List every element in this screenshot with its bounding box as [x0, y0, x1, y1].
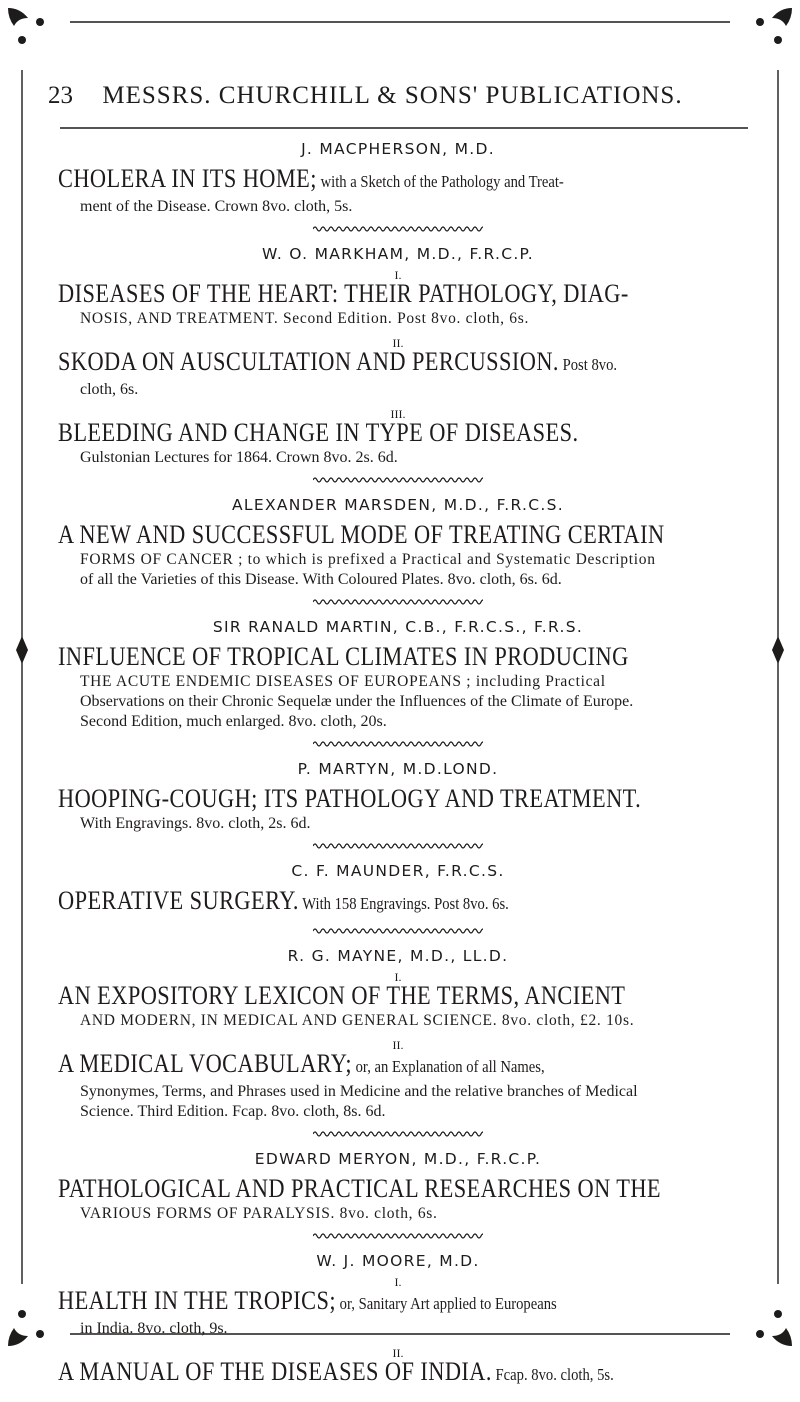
book-description-line: THE ACUTE ENDEMIC DISEASES OF EUROPEANS ; including Practical: [80, 673, 606, 690]
book-listing: [58, 886, 738, 919]
book-listing: [58, 1174, 738, 1224]
book-description-line: FORMS OF CANCER ; to which is prefixed a Practical and Systematic Description: [80, 551, 656, 568]
book-listing: [58, 1049, 738, 1122]
book-title-main: A MEDICAL VOCABULARY;: [58, 1049, 352, 1078]
book-title-main: A MANUAL OF THE DISEASES OF INDIA.: [58, 1357, 492, 1386]
wavy-divider: [313, 842, 483, 850]
book-listing: [58, 981, 738, 1031]
book-title: [58, 981, 736, 1011]
book-title: [58, 886, 736, 919]
book-title-main: BLEEDING AND CHANGE IN TYPE OF DISEASES.: [58, 418, 579, 447]
book-number: I.: [394, 1275, 402, 1289]
author-entry: [58, 862, 738, 935]
book-title-tail: Post 8vo.: [558, 355, 618, 374]
book-title: [58, 279, 736, 309]
book-title-tail: Fcap. 8vo. cloth, 5s.: [491, 1365, 614, 1384]
book-description-line: of all the Varieties of this Disease. With Coloured Plates. 8vo. cloth, 6s. 6d.: [80, 571, 562, 588]
book-number: I.: [394, 268, 402, 282]
book-title-main: HEALTH IN THE TROPICS;: [58, 1286, 337, 1315]
book-listing: [58, 520, 738, 590]
book-title: [58, 1174, 736, 1204]
wavy-divider: [313, 598, 483, 606]
book-listing: [58, 784, 738, 834]
wavy-divider: [313, 927, 483, 935]
author-entry: [58, 618, 738, 748]
book-listing: [58, 347, 738, 400]
book-title-tail: or, an Explanation of all Names,: [351, 1057, 545, 1076]
author-entry: [58, 140, 738, 233]
book-title-main: AN EXPOSITORY LEXICON OF THE TERMS, ANCIENT: [58, 981, 626, 1010]
publication-list: [58, 140, 738, 1402]
book-description-line: VARIOUS FORMS OF PARALYSIS. 8vo. cloth, 6s.: [80, 1205, 438, 1222]
book-title-main: OPERATIVE SURGERY.: [58, 886, 299, 915]
author-entry: [58, 1252, 738, 1390]
book-listing: [58, 418, 738, 468]
author-name: C. F. MAUNDER, F.R.C.S.: [291, 862, 505, 880]
book-title-main: HOOPING-COUGH; ITS PATHOLOGY AND TREATMENT.: [58, 784, 642, 813]
book-listing: [58, 279, 738, 329]
book-title: [58, 164, 736, 197]
book-description-line: ment of the Disease. Crown 8vo. cloth, 5s.: [80, 198, 353, 215]
book-title-tail: with a Sketch of the Pathology and Treat-: [316, 172, 564, 191]
author-name: J. MACPHERSON, M.D.: [301, 140, 495, 158]
book-title: [58, 1049, 736, 1082]
author-entry: [58, 760, 738, 850]
book-title-tail: or, Sanitary Art applied to Europeans: [336, 1294, 557, 1313]
wavy-divider: [313, 1130, 483, 1138]
book-description-line: With Engravings. 8vo. cloth, 2s. 6d.: [80, 815, 311, 832]
wavy-divider: [313, 225, 483, 233]
book-number: II.: [392, 1038, 404, 1052]
book-description-line: Science. Third Edition. Fcap. 8vo. cloth, 8s. 6d.: [80, 1103, 386, 1120]
book-listing: [58, 642, 738, 732]
book-title: [58, 418, 736, 448]
page-header: [48, 82, 752, 110]
author-name: ALEXANDER MARSDEN, M.D., F.R.C.S.: [232, 496, 564, 514]
author-name: W. J. MOORE, M.D.: [316, 1252, 480, 1270]
book-description-line: Synonymes, Terms, and Phrases used in Medicine and the relative branches of Medical: [80, 1083, 638, 1100]
book-title: [58, 784, 736, 814]
book-description-line: Observations on their Chronic Sequelæ under the Influences of the Climate of Europe.: [80, 693, 634, 710]
wavy-divider: [313, 476, 483, 484]
book-description-line: AND MODERN, IN MEDICAL AND GENERAL SCIENCE. 8vo. cloth, £2. 10s.: [80, 1012, 635, 1029]
book-title: [58, 347, 736, 380]
book-title-main: INFLUENCE OF TROPICAL CLIMATES IN PRODUCING: [58, 642, 629, 671]
book-title-main: A NEW AND SUCCESSFUL MODE OF TREATING CERTAIN: [58, 520, 665, 549]
book-listing: [58, 1357, 738, 1390]
author-name: SIR RANALD MARTIN, C.B., F.R.C.S., F.R.S.: [212, 618, 584, 636]
author-name: P. MARTYN, M.D.LOND.: [297, 760, 499, 778]
book-title-tail: With 158 Engravings. Post 8vo. 6s.: [298, 894, 509, 913]
book-number: II.: [392, 336, 404, 350]
page-number: 23: [48, 82, 73, 109]
author-name: W. O. MARKHAM, M.D., F.R.C.P.: [261, 245, 535, 263]
book-description-line: Gulstonian Lectures for 1864. Crown 8vo. 2s. 6d.: [80, 449, 398, 466]
book-description-line: cloth, 6s.: [80, 381, 139, 398]
book-number: II.: [392, 1346, 404, 1360]
book-title-main: PATHOLOGICAL AND PRACTICAL RESEARCHES ON THE: [58, 1174, 662, 1203]
book-title: [58, 642, 736, 672]
author-entry: [58, 1150, 738, 1240]
book-description-line: Second Edition, much enlarged. 8vo. cloth, 20s.: [80, 713, 387, 730]
author-name: R. G. MAYNE, M.D., LL.D.: [287, 947, 509, 965]
wavy-divider: [313, 740, 483, 748]
book-title-main: CHOLERA IN ITS HOME;: [58, 164, 317, 193]
book-number: I.: [394, 970, 402, 984]
book-title: [58, 1357, 736, 1390]
wavy-divider: [313, 1232, 483, 1240]
author-name: EDWARD MERYON, M.D., F.R.C.P.: [254, 1150, 542, 1168]
book-title-main: SKODA ON AUSCULTATION AND PERCUSSION.: [58, 347, 559, 376]
book-description-line: NOSIS, AND TREATMENT. Second Edition. Post 8vo. cloth, 6s.: [80, 310, 530, 327]
book-title: [58, 520, 736, 550]
book-description-line: in India. 8vo. cloth, 9s.: [80, 1320, 228, 1337]
book-number: III.: [390, 407, 406, 421]
book-title: [58, 1286, 736, 1319]
author-entry: [58, 496, 738, 606]
book-listing: [58, 164, 738, 217]
book-listing: [58, 1286, 738, 1339]
book-title-main: DISEASES OF THE HEART: THEIR PATHOLOGY, DIAG-: [58, 279, 629, 308]
author-entry: [58, 947, 738, 1138]
author-entry: [58, 245, 738, 484]
running-head: MESSRS. CHURCHILL & SONS' PUBLICATIONS.: [102, 82, 683, 109]
